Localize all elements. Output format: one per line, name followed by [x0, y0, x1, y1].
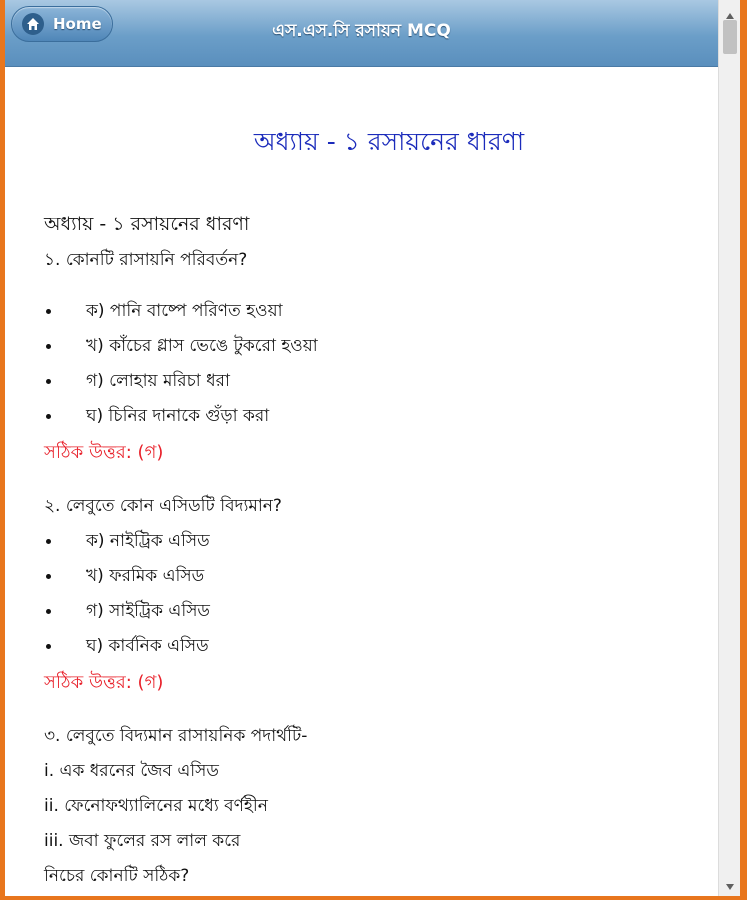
option-item: গ) লোহায় মরিচা ধরা — [44, 364, 704, 399]
option-item: ঘ) চিনির দানাকে গুঁড়া করা — [44, 399, 704, 434]
scroll-thumb[interactable] — [723, 20, 737, 54]
option-item: ক) পানি বাষ্পে পরিণত হওয়া — [44, 294, 704, 329]
app-window — [5, 0, 740, 896]
correct-answer: সঠিক উত্তর: (গ) — [44, 442, 164, 463]
options-list — [44, 294, 704, 434]
statement-item: iii. জবা ফুলের রস লাল করে — [44, 831, 241, 851]
scroll-down-arrow-icon[interactable] — [725, 876, 735, 895]
question-prompt: নিচের কোনটি সঠিক? — [44, 866, 190, 886]
statement-item: ii. ফেনোফথ্যালিনের মধ্যে বর্ণহীন — [44, 796, 268, 816]
chapter-subtitle: অধ্যায় - ১ রসায়নের ধারণা — [44, 213, 250, 235]
option-item: ঘ) কার্বনিক এসিড — [44, 629, 704, 664]
option-item: খ) কাঁচের গ্লাস ভেঙে টুকরো হওয়া — [44, 329, 704, 364]
header-bar — [5, 0, 718, 67]
option-item: ক) নাইট্রিক এসিড — [44, 524, 704, 559]
mcq-content — [44, 66, 704, 894]
chapter-heading: অধ্যায় - ১ রসায়নের ধারণা — [253, 127, 525, 156]
options-list — [44, 524, 704, 664]
option-item: খ) ফরমিক এসিড — [44, 559, 704, 594]
home-label: Home — [53, 15, 102, 33]
question-text: ৩. লেবুতে বিদ্যমান রাসায়নিক পদার্থটি- — [44, 726, 308, 746]
statement-item: i. এক ধরনের জৈব এসিড — [44, 761, 219, 781]
correct-answer: সঠিক উত্তর: (গ) — [44, 672, 164, 693]
page-title: এস.এস.সি রসায়ন MCQ — [272, 21, 451, 41]
question-text: ২. লেবুতে কোন এসিডটি বিদ্যমান? — [44, 496, 282, 516]
vertical-scrollbar[interactable] — [718, 0, 740, 896]
question-text: ১. কোনটি রাসায়নি পরিবর্তন? — [44, 250, 248, 270]
option-item: গ) সাইট্রিক এসিড — [44, 594, 704, 629]
